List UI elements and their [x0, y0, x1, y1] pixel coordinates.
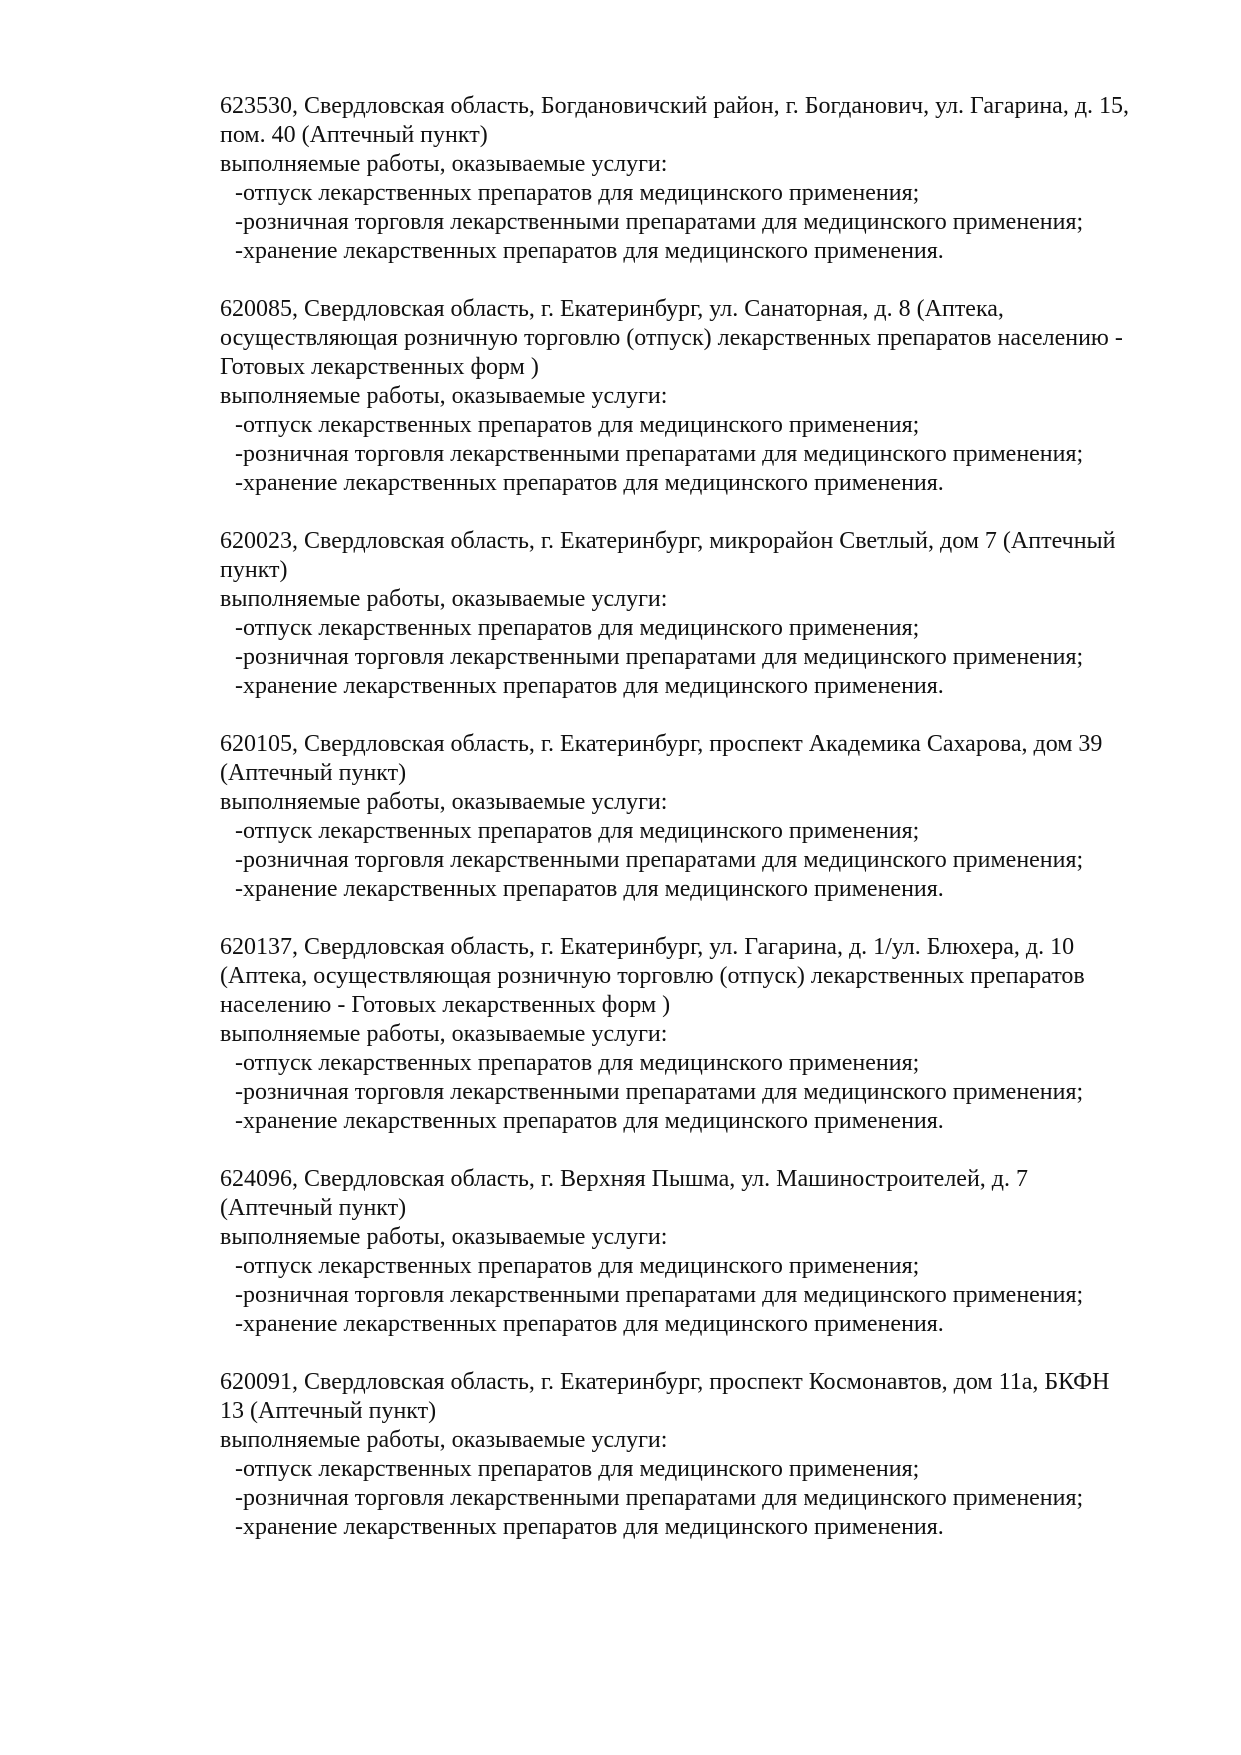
service-item-dispensing: -отпуск лекарственных препаратов для медицинского применения; [235, 615, 920, 641]
service-item-dispensing: -отпуск лекарственных препаратов для медицинского применения; [235, 1456, 920, 1482]
address-text: 620105, Свердловская область, г. Екатеринбург, проспект Академика Сахарова, дом 39 (Аптечный пункт) [220, 731, 1103, 786]
service-item-dispensing: -отпуск лекарственных препаратов для медицинского применения; [235, 1253, 920, 1279]
address-entry-7 [220, 1368, 1180, 1542]
service-item-retail: -розничная торговля лекарственными препаратами для медицинского применения; [235, 209, 1084, 235]
address-text: 620137, Свердловская область, г. Екатеринбург, ул. Гагарина, д. 1/ул. Блюхера, д. 10 (Аптека, осуществляющая розничную торговлю (отпуск) лекарственных препаратов населению - Готовых лекарственных форм ) [220, 934, 1085, 1018]
address-text: 620085, Свердловская область, г. Екатеринбург, ул. Санаторная, д. 8 (Аптека, осуществляющая розничную торговлю (отпуск) лекарственных препаратов населению - Готовых лекарственных форм ) [220, 296, 1123, 380]
address-text: 620091, Свердловская область, г. Екатеринбург, проспект Космонавтов, дом 11а, БКФН 13 (Аптечный пункт) [220, 1369, 1110, 1424]
document-content [220, 92, 1180, 1571]
service-item-dispensing: -отпуск лекарственных препаратов для медицинского применения; [235, 818, 920, 844]
services-label: выполняемые работы, оказываемые услуги: [220, 789, 668, 815]
address-text: 624096, Свердловская область, г. Верхняя Пышма, ул. Машиностроителей, д. 7 (Аптечный пункт) [220, 1166, 1028, 1221]
service-item-storage: -хранение лекарственных препаратов для медицинского применения. [235, 876, 944, 902]
address-text: 623530, Свердловская область, Богдановичский район, г. Богданович, ул. Гагарина, д. 15, пом. 40 (Аптечный пункт) [220, 93, 1130, 148]
service-item-retail: -розничная торговля лекарственными препаратами для медицинского применения; [235, 1079, 1084, 1105]
address-entry-4 [220, 730, 1180, 904]
services-label: выполняемые работы, оказываемые услуги: [220, 1224, 668, 1250]
service-item-storage: -хранение лекарственных препаратов для медицинского применения. [235, 1108, 944, 1134]
address-entry-2 [220, 295, 1180, 498]
service-item-dispensing: -отпуск лекарственных препаратов для медицинского применения; [235, 412, 920, 438]
service-item-dispensing: -отпуск лекарственных препаратов для медицинского применения; [235, 180, 920, 206]
service-item-retail: -розничная торговля лекарственными препаратами для медицинского применения; [235, 847, 1084, 873]
service-item-storage: -хранение лекарственных препаратов для медицинского применения. [235, 1514, 944, 1540]
address-entry-1 [220, 92, 1180, 266]
address-text: 620023, Свердловская область, г. Екатеринбург, микрорайон Светлый, дом 7 (Аптечный пункт) [220, 528, 1116, 583]
services-label: выполняемые работы, оказываемые услуги: [220, 1427, 668, 1453]
services-label: выполняемые работы, оказываемые услуги: [220, 151, 668, 177]
service-item-storage: -хранение лекарственных препаратов для медицинского применения. [235, 470, 944, 496]
services-label: выполняемые работы, оказываемые услуги: [220, 383, 668, 409]
service-item-storage: -хранение лекарственных препаратов для медицинского применения. [235, 238, 944, 264]
services-label: выполняемые работы, оказываемые услуги: [220, 1021, 668, 1047]
service-item-retail: -розничная торговля лекарственными препаратами для медицинского применения; [235, 1282, 1084, 1308]
address-entry-6 [220, 1165, 1180, 1339]
address-entry-5 [220, 933, 1180, 1136]
service-item-dispensing: -отпуск лекарственных препаратов для медицинского применения; [235, 1050, 920, 1076]
service-item-retail: -розничная торговля лекарственными препаратами для медицинского применения; [235, 644, 1084, 670]
service-item-storage: -хранение лекарственных препаратов для медицинского применения. [235, 673, 944, 699]
address-entry-3 [220, 527, 1180, 701]
service-item-retail: -розничная торговля лекарственными препаратами для медицинского применения; [235, 441, 1084, 467]
services-label: выполняемые работы, оказываемые услуги: [220, 586, 668, 612]
service-item-retail: -розничная торговля лекарственными препаратами для медицинского применения; [235, 1485, 1084, 1511]
service-item-storage: -хранение лекарственных препаратов для медицинского применения. [235, 1311, 944, 1337]
